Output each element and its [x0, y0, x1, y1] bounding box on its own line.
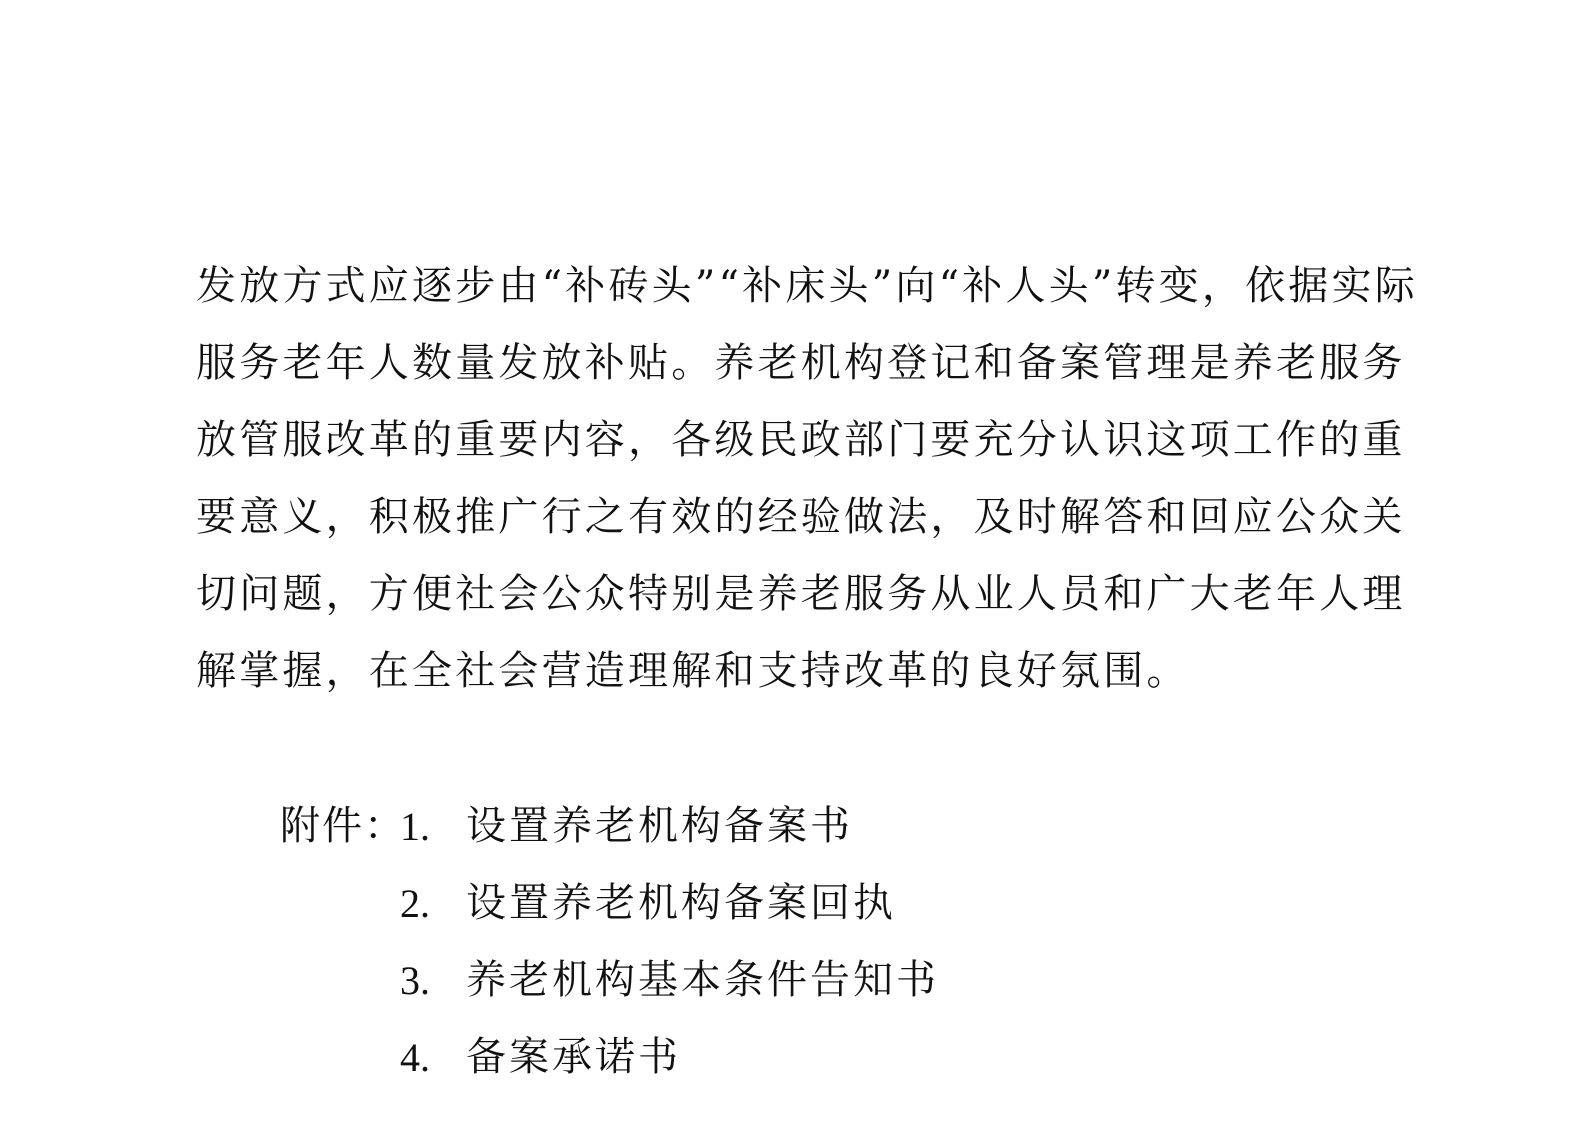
body-line-6: 解掌握，在全社会营造理解和支持改革的良好氛围。 — [196, 648, 1190, 694]
body-line-5: 切问题，方便社会公众特别是养老服务从业人员和广大老年人理 — [196, 571, 1406, 617]
body-line-2: 服务老年人数量发放补贴。养老机构登记和备案管理是养老服务 — [196, 340, 1406, 386]
body-line-4: 要意义，积极推广行之有效的经验做法，及时解答和回应公众关 — [196, 494, 1406, 540]
attachment-item-4 — [280, 1019, 1180, 1096]
body-paragraph — [196, 248, 1418, 710]
attachment-item-2 — [280, 865, 1180, 942]
attachment-title: 养老机构基本条件告知书 — [466, 957, 939, 1003]
attachments-list — [280, 788, 1180, 1096]
body-line-3: 放管服改革的重要内容，各级民政部门要充分认识这项工作的重 — [196, 417, 1406, 463]
attachment-title: 备案承诺书 — [466, 1034, 681, 1080]
attachment-number: 3. — [400, 958, 430, 1003]
attachment-item-1 — [280, 788, 1180, 865]
attachment-number: 4. — [400, 1035, 430, 1080]
attachment-number: 2. — [400, 881, 430, 926]
attachments-label: 附件： — [280, 803, 406, 849]
attachment-title: 设置养老机构备案书 — [466, 803, 853, 849]
attachment-number: 1. — [400, 804, 430, 849]
attachment-item-3 — [280, 942, 1180, 1019]
attachment-title: 设置养老机构备案回执 — [466, 880, 896, 926]
body-line-1: 发放方式应逐步由“补砖头”“补床头”向“补人头”转变，依据实际 — [196, 263, 1418, 309]
